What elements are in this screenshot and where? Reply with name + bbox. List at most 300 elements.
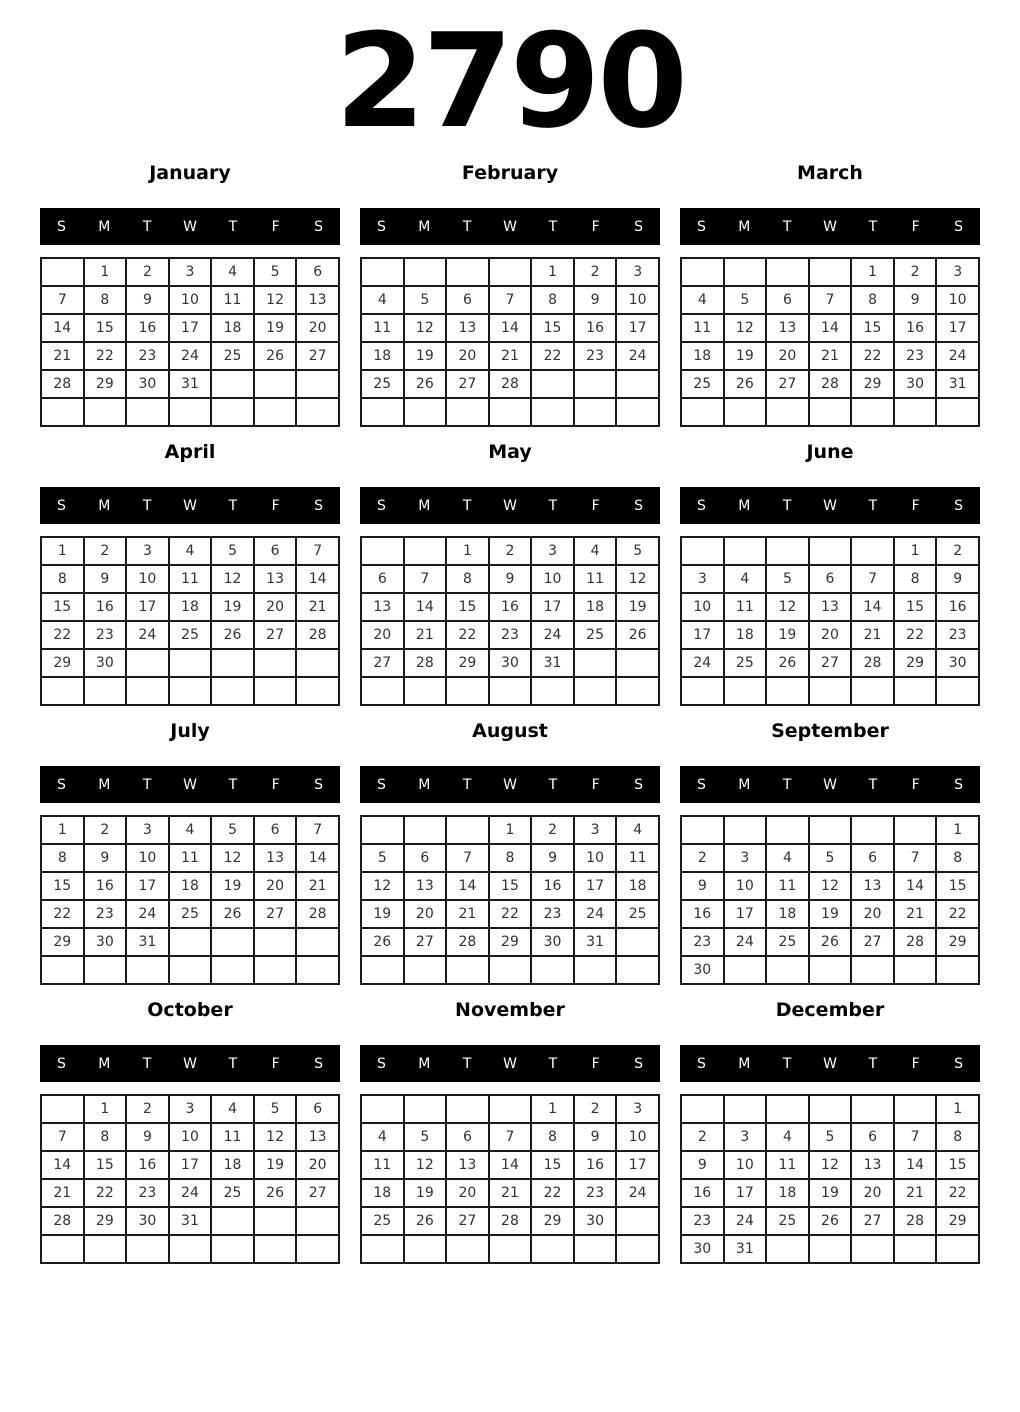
empty-cell <box>41 1235 84 1263</box>
day-cell: 3 <box>616 1095 659 1123</box>
day-cell: 20 <box>254 593 297 621</box>
empty-cell <box>809 1095 852 1123</box>
day-cell: 9 <box>126 286 169 314</box>
day-cell: 23 <box>936 621 979 649</box>
day-cell: 11 <box>766 1151 809 1179</box>
day-cell: 26 <box>361 928 404 956</box>
month-grid <box>680 815 980 985</box>
day-cell: 9 <box>574 286 617 314</box>
day-cell: 10 <box>724 872 767 900</box>
month-grid <box>40 1094 340 1264</box>
day-cell: 11 <box>681 314 724 342</box>
day-cell: 3 <box>616 258 659 286</box>
day-cell: 2 <box>894 258 937 286</box>
weekday-header <box>680 766 980 803</box>
day-cell: 11 <box>724 593 767 621</box>
day-cell: 8 <box>936 844 979 872</box>
day-cell: 27 <box>296 1179 339 1207</box>
day-cell: 17 <box>169 314 212 342</box>
empty-cell <box>851 956 894 984</box>
week-row <box>41 537 339 565</box>
day-cell: 3 <box>169 258 212 286</box>
day-cell: 16 <box>681 900 724 928</box>
day-cell: 4 <box>361 1123 404 1151</box>
day-cell: 8 <box>41 565 84 593</box>
day-cell: 17 <box>531 593 574 621</box>
empty-cell <box>254 370 297 398</box>
day-cell: 31 <box>126 928 169 956</box>
empty-cell <box>766 398 809 426</box>
week-row <box>41 342 339 370</box>
day-cell: 10 <box>126 565 169 593</box>
month-name: August <box>472 720 548 742</box>
day-cell: 22 <box>84 1179 127 1207</box>
day-cell: 17 <box>126 593 169 621</box>
day-cell: 4 <box>616 816 659 844</box>
day-cell: 7 <box>41 1123 84 1151</box>
empty-cell <box>531 677 574 705</box>
day-cell: 14 <box>41 1151 84 1179</box>
weekday-label: S <box>696 218 706 235</box>
empty-cell <box>574 370 617 398</box>
day-cell: 7 <box>296 816 339 844</box>
day-cell: 27 <box>404 928 447 956</box>
week-row <box>41 370 339 398</box>
day-cell: 12 <box>766 593 809 621</box>
day-cell: 23 <box>681 1207 724 1235</box>
day-cell: 7 <box>489 1123 532 1151</box>
weekday-label: S <box>634 218 644 235</box>
empty-cell <box>766 677 809 705</box>
day-cell: 5 <box>211 537 254 565</box>
week-row <box>681 593 979 621</box>
day-cell: 29 <box>41 649 84 677</box>
weekday-label: S <box>56 776 66 793</box>
weekday-header <box>360 487 660 524</box>
day-cell: 5 <box>724 286 767 314</box>
day-cell: 26 <box>211 621 254 649</box>
weekday-label: T <box>142 218 152 235</box>
weekday-header <box>360 766 660 803</box>
empty-cell <box>681 537 724 565</box>
day-cell: 31 <box>169 1207 212 1235</box>
day-cell: 31 <box>169 370 212 398</box>
day-cell: 1 <box>84 258 127 286</box>
day-cell: 23 <box>84 900 127 928</box>
week-row <box>681 398 979 426</box>
day-cell: 25 <box>766 1207 809 1235</box>
empty-cell <box>766 537 809 565</box>
weekday-label: F <box>271 497 280 514</box>
weekday-label: M <box>98 1055 111 1072</box>
empty-cell <box>404 956 447 984</box>
day-cell: 13 <box>851 1151 894 1179</box>
day-cell: 26 <box>404 370 447 398</box>
weekday-label: S <box>696 497 706 514</box>
weekday-label: S <box>314 497 324 514</box>
day-cell: 4 <box>169 816 212 844</box>
day-cell: 4 <box>766 1123 809 1151</box>
weekday-label: M <box>738 218 751 235</box>
weekday-label: F <box>911 1055 920 1072</box>
day-cell: 2 <box>126 258 169 286</box>
weekday-label: S <box>954 218 964 235</box>
day-cell: 13 <box>766 314 809 342</box>
weekday-label: S <box>634 776 644 793</box>
empty-cell <box>851 1095 894 1123</box>
day-cell: 30 <box>936 649 979 677</box>
week-row <box>361 537 659 565</box>
day-cell: 1 <box>41 816 84 844</box>
day-cell: 9 <box>574 1123 617 1151</box>
weekday-label: F <box>591 1055 600 1072</box>
weekday-label: S <box>56 218 66 235</box>
week-row <box>41 649 339 677</box>
day-cell: 8 <box>936 1123 979 1151</box>
empty-cell <box>574 1235 617 1263</box>
day-cell: 28 <box>41 370 84 398</box>
empty-cell <box>126 1235 169 1263</box>
year-title: 2790 <box>335 5 685 157</box>
week-row <box>681 1179 979 1207</box>
weekday-label: S <box>314 218 324 235</box>
empty-cell <box>84 677 127 705</box>
weekday-label: W <box>503 218 517 235</box>
weekday-header <box>360 208 660 245</box>
day-cell: 14 <box>41 314 84 342</box>
empty-cell <box>616 398 659 426</box>
empty-cell <box>169 928 212 956</box>
day-cell: 10 <box>169 1123 212 1151</box>
week-row <box>41 621 339 649</box>
day-cell: 6 <box>254 537 297 565</box>
empty-cell <box>211 1235 254 1263</box>
day-cell: 4 <box>574 537 617 565</box>
day-cell: 25 <box>169 621 212 649</box>
day-cell: 18 <box>361 1179 404 1207</box>
month-name: December <box>775 999 885 1021</box>
week-row <box>681 342 979 370</box>
day-cell: 10 <box>681 593 724 621</box>
day-cell: 21 <box>296 872 339 900</box>
day-cell: 4 <box>169 537 212 565</box>
weekday-label: T <box>462 218 472 235</box>
day-cell: 8 <box>531 1123 574 1151</box>
empty-cell <box>361 1095 404 1123</box>
day-cell: 27 <box>766 370 809 398</box>
empty-cell <box>809 956 852 984</box>
day-cell: 30 <box>126 1207 169 1235</box>
day-cell: 13 <box>254 844 297 872</box>
day-cell: 20 <box>296 314 339 342</box>
day-cell: 20 <box>446 1179 489 1207</box>
week-row <box>681 537 979 565</box>
empty-cell <box>84 398 127 426</box>
day-cell: 7 <box>894 844 937 872</box>
empty-cell <box>211 677 254 705</box>
day-cell: 29 <box>84 1207 127 1235</box>
week-row <box>361 1179 659 1207</box>
empty-cell <box>681 398 724 426</box>
week-row <box>361 816 659 844</box>
weekday-label: T <box>462 497 472 514</box>
day-cell: 19 <box>724 342 767 370</box>
day-cell: 2 <box>681 844 724 872</box>
day-cell: 8 <box>894 565 937 593</box>
day-cell: 2 <box>489 537 532 565</box>
day-cell: 14 <box>809 314 852 342</box>
day-cell: 10 <box>936 286 979 314</box>
week-row <box>41 398 339 426</box>
day-cell: 26 <box>724 370 767 398</box>
day-cell: 2 <box>681 1123 724 1151</box>
day-cell: 23 <box>574 1179 617 1207</box>
empty-cell <box>489 398 532 426</box>
day-cell: 16 <box>574 1151 617 1179</box>
day-cell: 3 <box>574 816 617 844</box>
day-cell: 12 <box>254 1123 297 1151</box>
day-cell: 25 <box>211 342 254 370</box>
day-cell: 12 <box>404 1151 447 1179</box>
empty-cell <box>766 1235 809 1263</box>
day-cell: 30 <box>531 928 574 956</box>
weekday-label: S <box>954 776 964 793</box>
day-cell: 19 <box>211 872 254 900</box>
weekday-label: T <box>868 776 878 793</box>
empty-cell <box>809 398 852 426</box>
empty-cell <box>211 956 254 984</box>
month-block <box>40 441 340 706</box>
empty-cell <box>936 398 979 426</box>
week-row <box>41 1151 339 1179</box>
empty-cell <box>84 956 127 984</box>
day-cell: 6 <box>766 286 809 314</box>
day-cell: 22 <box>41 621 84 649</box>
empty-cell <box>254 928 297 956</box>
week-row <box>361 258 659 286</box>
week-row <box>41 1235 339 1263</box>
month-grid <box>40 536 340 706</box>
week-row <box>41 565 339 593</box>
weekday-label: T <box>782 1055 792 1072</box>
day-cell: 21 <box>296 593 339 621</box>
empty-cell <box>41 956 84 984</box>
empty-cell <box>254 956 297 984</box>
day-cell: 15 <box>41 872 84 900</box>
week-row <box>41 286 339 314</box>
day-cell: 18 <box>211 314 254 342</box>
month-block <box>40 720 340 985</box>
day-cell: 15 <box>84 314 127 342</box>
empty-cell <box>361 677 404 705</box>
empty-cell <box>169 649 212 677</box>
day-cell: 6 <box>851 844 894 872</box>
day-cell: 20 <box>296 1151 339 1179</box>
day-cell: 24 <box>574 900 617 928</box>
day-cell: 28 <box>894 928 937 956</box>
weekday-label: W <box>503 497 517 514</box>
day-cell: 18 <box>211 1151 254 1179</box>
day-cell: 14 <box>489 1151 532 1179</box>
day-cell: 24 <box>126 900 169 928</box>
week-row <box>681 1207 979 1235</box>
day-cell: 6 <box>446 286 489 314</box>
month-name: September <box>771 720 889 742</box>
empty-cell <box>489 956 532 984</box>
day-cell: 10 <box>616 1123 659 1151</box>
empty-cell <box>361 398 404 426</box>
day-cell: 4 <box>724 565 767 593</box>
weekday-label: M <box>738 1055 751 1072</box>
empty-cell <box>616 956 659 984</box>
empty-cell <box>126 398 169 426</box>
empty-cell <box>616 1207 659 1235</box>
week-row <box>41 677 339 705</box>
month-grid <box>680 257 980 427</box>
weekday-label: M <box>418 776 431 793</box>
day-cell: 26 <box>809 1207 852 1235</box>
weekday-label: T <box>228 776 238 793</box>
empty-cell <box>211 928 254 956</box>
weekday-label: F <box>911 218 920 235</box>
day-cell: 7 <box>489 286 532 314</box>
day-cell: 30 <box>84 928 127 956</box>
day-cell: 24 <box>169 342 212 370</box>
day-cell: 26 <box>766 649 809 677</box>
week-row <box>681 258 979 286</box>
day-cell: 9 <box>84 844 127 872</box>
day-cell: 12 <box>809 1151 852 1179</box>
empty-cell <box>361 258 404 286</box>
day-cell: 9 <box>489 565 532 593</box>
empty-cell <box>724 398 767 426</box>
day-cell: 18 <box>616 872 659 900</box>
day-cell: 13 <box>296 286 339 314</box>
day-cell: 1 <box>894 537 937 565</box>
day-cell: 15 <box>936 1151 979 1179</box>
day-cell: 28 <box>894 1207 937 1235</box>
day-cell: 23 <box>894 342 937 370</box>
day-cell: 23 <box>126 1179 169 1207</box>
weekday-label: F <box>591 218 600 235</box>
weekday-label: T <box>868 218 878 235</box>
weekday-header <box>680 487 980 524</box>
empty-cell <box>296 1207 339 1235</box>
day-cell: 30 <box>126 370 169 398</box>
empty-cell <box>936 677 979 705</box>
month-name: November <box>455 999 565 1021</box>
month-block <box>680 999 980 1264</box>
empty-cell <box>361 537 404 565</box>
week-row <box>681 677 979 705</box>
day-cell: 15 <box>84 1151 127 1179</box>
day-cell: 24 <box>616 342 659 370</box>
weekday-label: T <box>228 218 238 235</box>
empty-cell <box>894 816 937 844</box>
month-block <box>360 162 660 427</box>
weekday-label: T <box>228 1055 238 1072</box>
day-cell: 1 <box>851 258 894 286</box>
weekday-label: S <box>314 776 324 793</box>
day-cell: 5 <box>404 286 447 314</box>
empty-cell <box>126 956 169 984</box>
week-row <box>681 565 979 593</box>
day-cell: 8 <box>851 286 894 314</box>
empty-cell <box>851 537 894 565</box>
empty-cell <box>616 649 659 677</box>
day-cell: 5 <box>211 816 254 844</box>
week-row <box>681 872 979 900</box>
day-cell: 16 <box>936 593 979 621</box>
empty-cell <box>766 258 809 286</box>
day-cell: 22 <box>936 900 979 928</box>
empty-cell <box>851 1235 894 1263</box>
day-cell: 9 <box>84 565 127 593</box>
weekday-label: W <box>503 776 517 793</box>
week-row <box>41 844 339 872</box>
day-cell: 6 <box>446 1123 489 1151</box>
empty-cell <box>446 816 489 844</box>
week-row <box>361 928 659 956</box>
day-cell: 6 <box>404 844 447 872</box>
day-cell: 16 <box>126 314 169 342</box>
month-name: February <box>461 162 559 184</box>
empty-cell <box>211 398 254 426</box>
week-row <box>41 314 339 342</box>
empty-cell <box>809 537 852 565</box>
day-cell: 25 <box>616 900 659 928</box>
empty-cell <box>766 816 809 844</box>
day-cell: 5 <box>361 844 404 872</box>
empty-cell <box>296 956 339 984</box>
day-cell: 6 <box>296 1095 339 1123</box>
weekday-label: T <box>142 1055 152 1072</box>
weekday-label: W <box>823 497 837 514</box>
day-cell: 29 <box>489 928 532 956</box>
week-row <box>361 649 659 677</box>
empty-cell <box>936 1235 979 1263</box>
weekday-label: W <box>183 497 197 514</box>
empty-cell <box>894 677 937 705</box>
day-cell: 5 <box>254 258 297 286</box>
day-cell: 25 <box>361 1207 404 1235</box>
week-row <box>41 928 339 956</box>
month-block <box>680 720 980 985</box>
day-cell: 7 <box>41 286 84 314</box>
empty-cell <box>616 1235 659 1263</box>
day-cell: 21 <box>489 1179 532 1207</box>
day-cell: 26 <box>809 928 852 956</box>
month-name: July <box>170 720 210 742</box>
day-cell: 3 <box>724 1123 767 1151</box>
week-row <box>361 872 659 900</box>
day-cell: 13 <box>446 314 489 342</box>
day-cell: 30 <box>894 370 937 398</box>
empty-cell <box>41 258 84 286</box>
empty-cell <box>574 649 617 677</box>
day-cell: 19 <box>766 621 809 649</box>
weekday-label: T <box>868 497 878 514</box>
week-row <box>41 1095 339 1123</box>
weekday-label: W <box>823 776 837 793</box>
day-cell: 28 <box>489 370 532 398</box>
day-cell: 19 <box>404 1179 447 1207</box>
empty-cell <box>531 956 574 984</box>
day-cell: 14 <box>894 872 937 900</box>
day-cell: 13 <box>254 565 297 593</box>
month-block <box>360 720 660 985</box>
weekday-label: W <box>183 776 197 793</box>
